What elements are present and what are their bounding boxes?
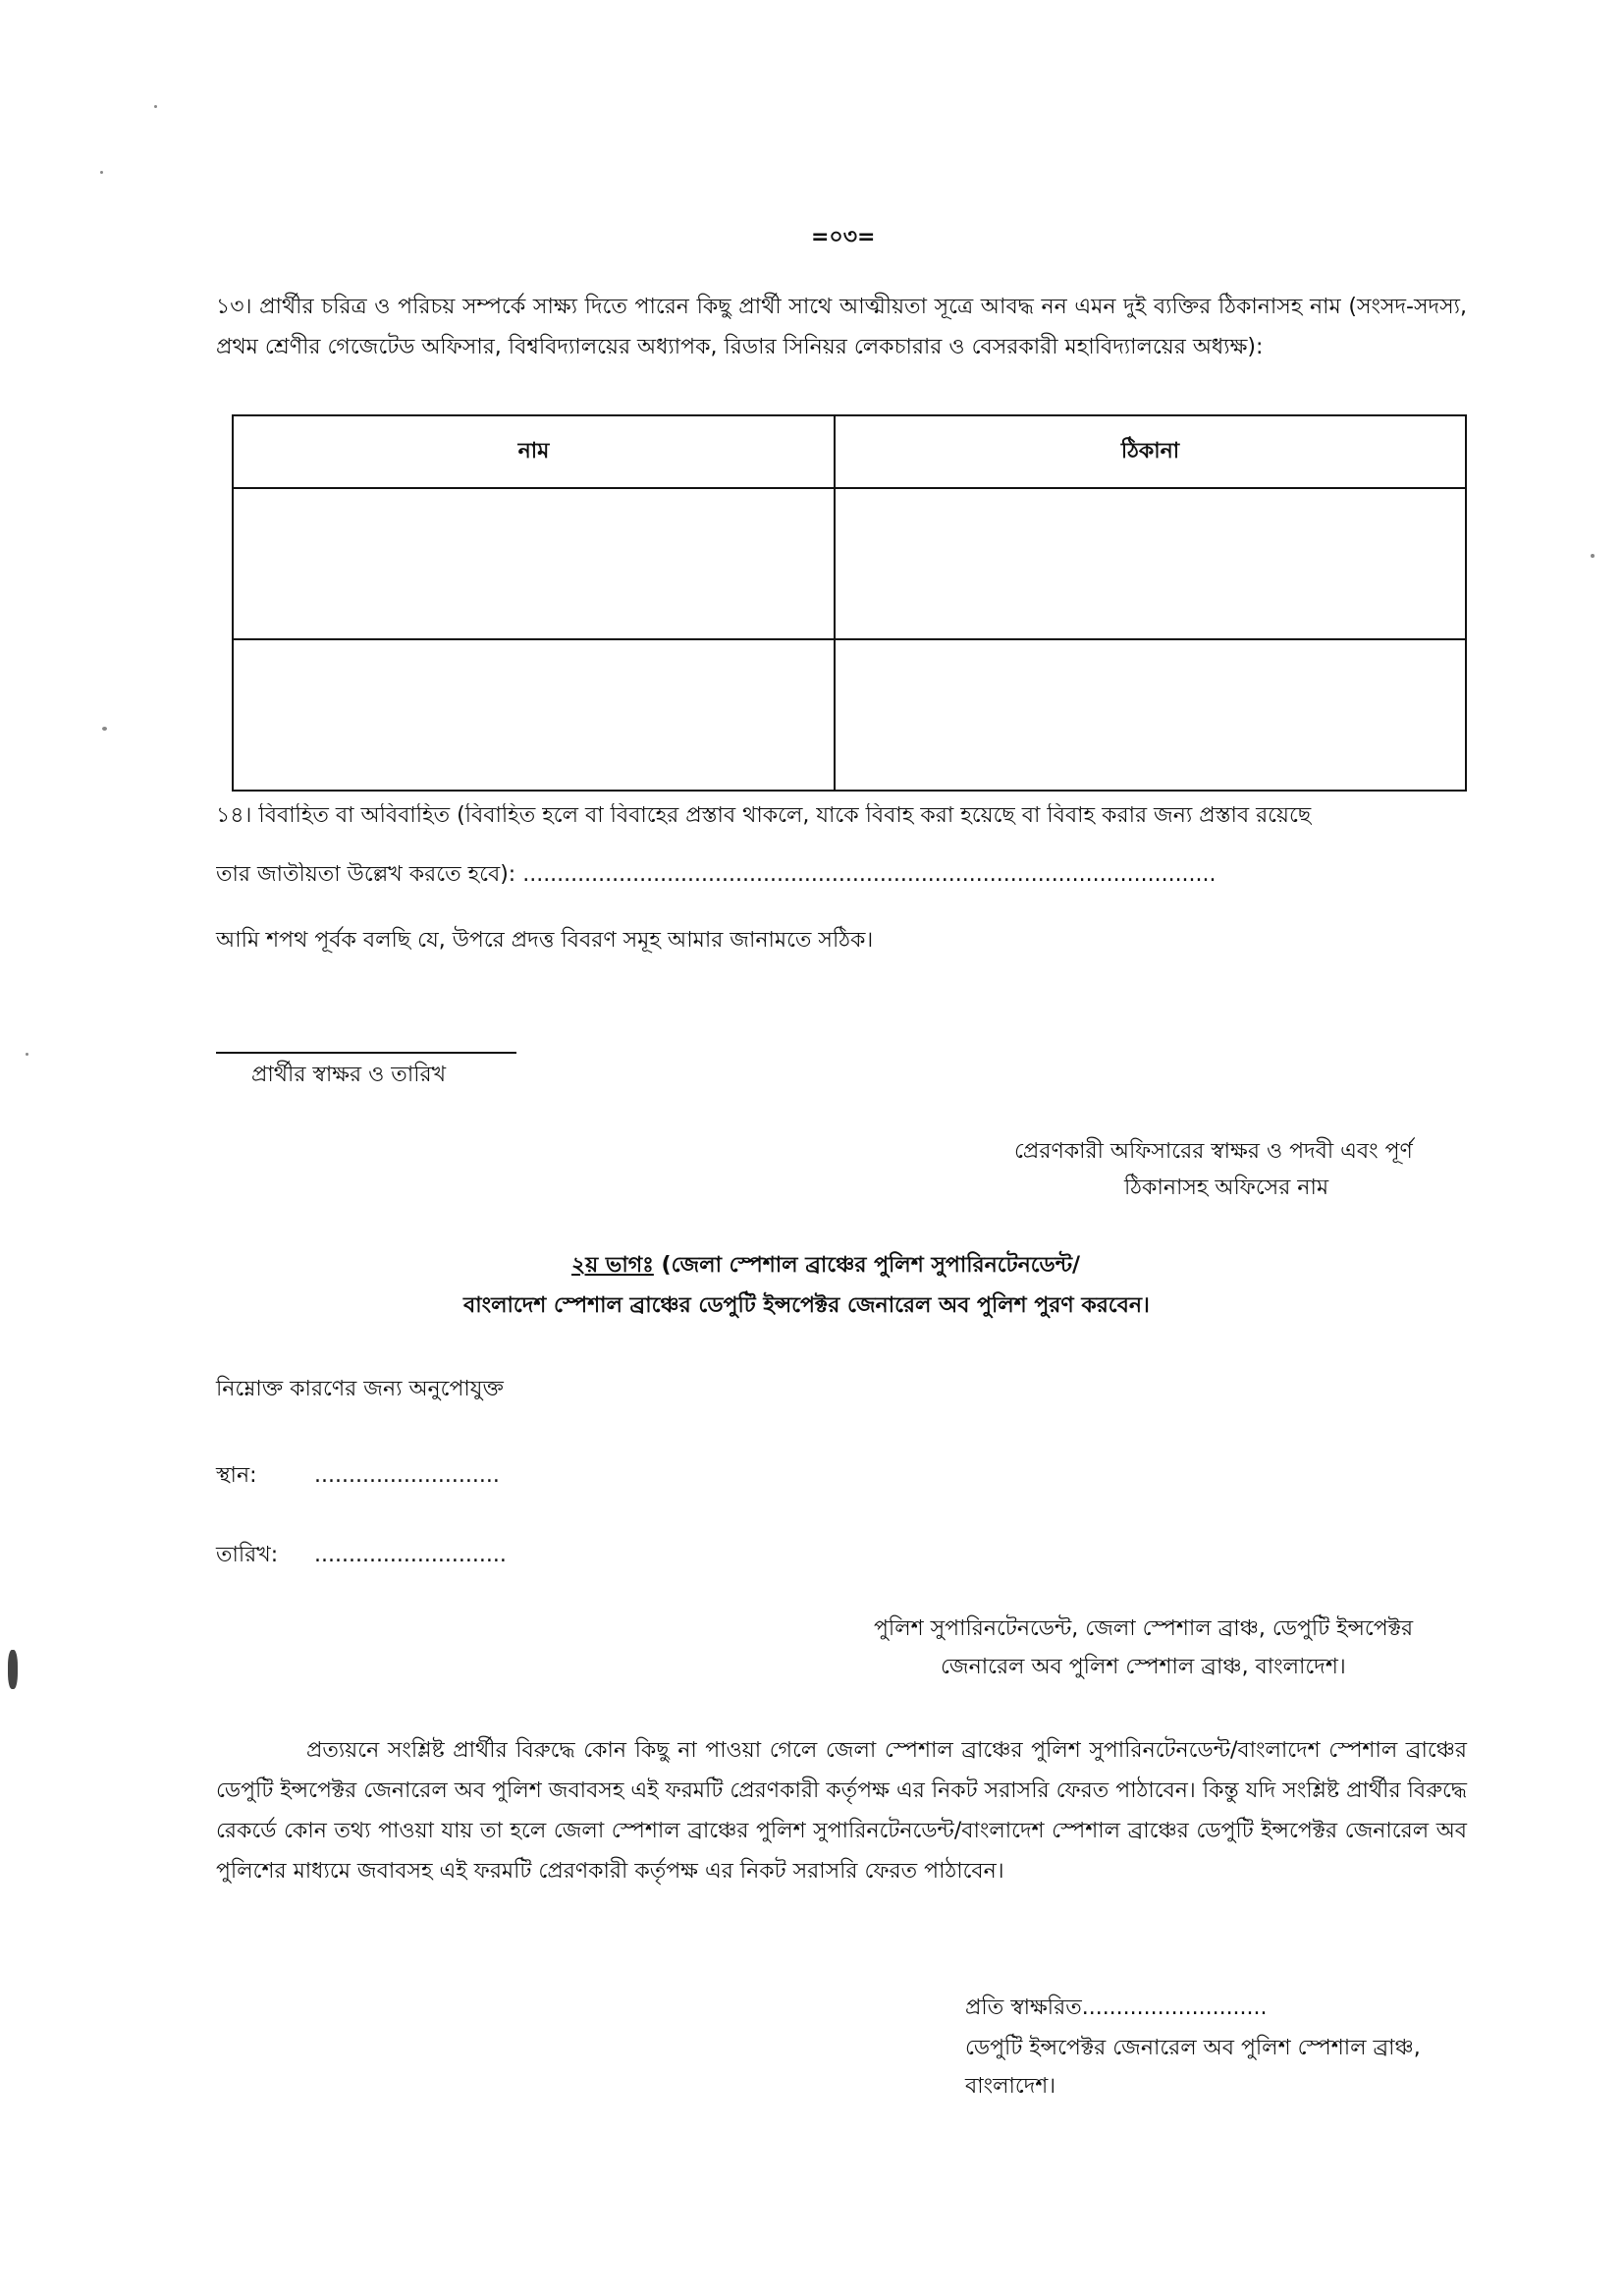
- reference-address-cell[interactable]: [835, 488, 1466, 639]
- countersign-line2: ডেপুটি ইন্সপেক্টর জেনারেল অব পুলিশ স্পেশাল ব্রাঞ্চ,: [965, 2036, 1421, 2060]
- table-row: [233, 639, 1466, 791]
- place-label: স্থান:: [216, 1463, 257, 1488]
- instructions-paragraph: প্রত্যয়নে সংশ্লিষ্ট প্রার্থীর বিরুদ্ধে কোন কিছু না পাওয়া গেলে জেলা স্পেশাল ব্রাঞ্চের পুলিশ সুপারিনটেনডেন্ট/বাংলাদেশ স্পেশাল ব্রাঞ্চের ডেপুটি ইন্সপেক্টর জেনারেল অব পুলিশ জবাবসহ এই ফরমটি প্রেরণকারী কর্তৃপক্ষ এর নিকট সরাসরি ফেরত পাঠাবেন। কিন্তু যদি সংশ্লিষ্ট প্রার্থীর বিরুদ্ধে রেকর্ডে কোন তথ্য পাওয়া যায় তা হলে জেলা স্পেশাল ব্রাঞ্চের পুলিশ সুপারিনটেনডেন্ট/বাংলাদেশ স্পেশাল ব্রাঞ্চের ডেপুটি ইন্সপেক্টর জেনারেল অব পুলিশের মাধ্যমে জবাবসহ এই ফরমটি প্রেরণকারী কর্তৃপক্ষ এর নিকট সরাসরি ফেরত পাঠাবেন।: [216, 1738, 1467, 1884]
- scan-speck: [8, 1650, 18, 1689]
- reference-name-cell[interactable]: [233, 488, 835, 639]
- references-table: [232, 414, 1467, 792]
- column-header-address: ঠিকানা: [835, 415, 1466, 488]
- scan-speck: [100, 171, 103, 174]
- scan-speck: [26, 1053, 28, 1056]
- item-14-line1: ১৪। বিবাহিত বা অবিবাহিত (বিবাহিত হলে বা বিবাহের প্রস্তাব থাকলে, যাকে বিবাহ করা হয়েছে বা বিবাহ করার জন্য প্রস্তাব রয়েছে: [216, 803, 1312, 828]
- table-header-row: [233, 415, 1466, 488]
- scan-speck: [1591, 554, 1595, 558]
- scan-speck: [102, 727, 107, 731]
- part2-heading-label: ২য় ভাগঃ: [571, 1253, 654, 1278]
- sender-officer-line2: ঠিকানাসহ অফিসের নাম: [1124, 1175, 1329, 1200]
- item-13-text: ১৩। প্রার্থীর চরিত্র ও পরিচয় সম্পর্কে সাক্ষ্য দিতে পারেন কিছু প্রার্থী সাথে আত্মীয়তা সূত্রে আবদ্ধ নন এমন দুই ব্যক্তির ঠিকানাসহ নাম (সংসদ-সদস্য, প্রথম শ্রেণীর গেজেটেড অফিসার, বিশ্ববিদ্যালয়ের অধ্যাপক, রিডার সিনিয়র লেকচারার ও বেসরকারী মহাবিদ্যালয়ের অধ্যক্ষ):: [216, 295, 1467, 359]
- candidate-signature-label: প্রার্থীর স্বাক্ষর ও তারিখ: [251, 1063, 447, 1087]
- reference-name-cell[interactable]: [233, 639, 835, 791]
- candidate-signature-line[interactable]: [216, 1052, 516, 1054]
- part2-heading-line2: বাংলাদেশ স্পেশাল ব্রাঞ্চের ডেপুটি ইন্সপেক্টর জেনারেল অব পুলিশ পুরণ করবেন।: [463, 1293, 1150, 1318]
- part2-heading: [571, 1253, 1080, 1279]
- sp-signature-line2: জেনারেল অব পুলিশ স্পেশাল ব্রাঞ্চ, বাংলাদেশ।: [941, 1655, 1346, 1679]
- date-field[interactable]: ............................: [314, 1543, 507, 1567]
- reference-address-cell[interactable]: [835, 639, 1466, 791]
- column-header-name: নাম: [233, 415, 835, 488]
- scan-speck: [154, 105, 157, 108]
- date-label: তারিখ:: [216, 1543, 279, 1567]
- item-14-line2[interactable]: তার জাতীয়তা উল্লেখ করতে হবে): .....................................................................................................: [216, 862, 1217, 887]
- sp-signature-line1: পুলিশ সুপারিনটেনডেন্ট, জেলা স্পেশাল ব্রাঞ্চ, ডেপুটি ইন্সপেক্টর: [874, 1616, 1414, 1641]
- unfit-reason-label: নিম্নোক্ত কারণের জন্য অনুপোযুক্ত: [216, 1377, 504, 1401]
- countersign-line1[interactable]: প্রতি স্বাক্ষরিত...........................: [965, 1995, 1268, 2020]
- oath-statement: আমি শপথ পূর্বক বলছি যে, উপরে প্রদত্ত বিবরণ সমূহ আমার জানামতে সঠিক।: [216, 928, 874, 953]
- countersign-line3: বাংলাদেশ।: [965, 2074, 1056, 2099]
- part2-heading-rest: (জেলা স্পেশাল ব্রাঞ্চের পুলিশ সুপারিনটেনডেন্ট/: [653, 1253, 1081, 1278]
- page-number: =০৩=: [811, 225, 876, 249]
- sender-officer-line1: প্রেরণকারী অফিসারের স্বাক্ষর ও পদবী এবং পূর্ণ: [1014, 1139, 1413, 1164]
- table-row: [233, 488, 1466, 639]
- place-field[interactable]: ...........................: [314, 1463, 500, 1488]
